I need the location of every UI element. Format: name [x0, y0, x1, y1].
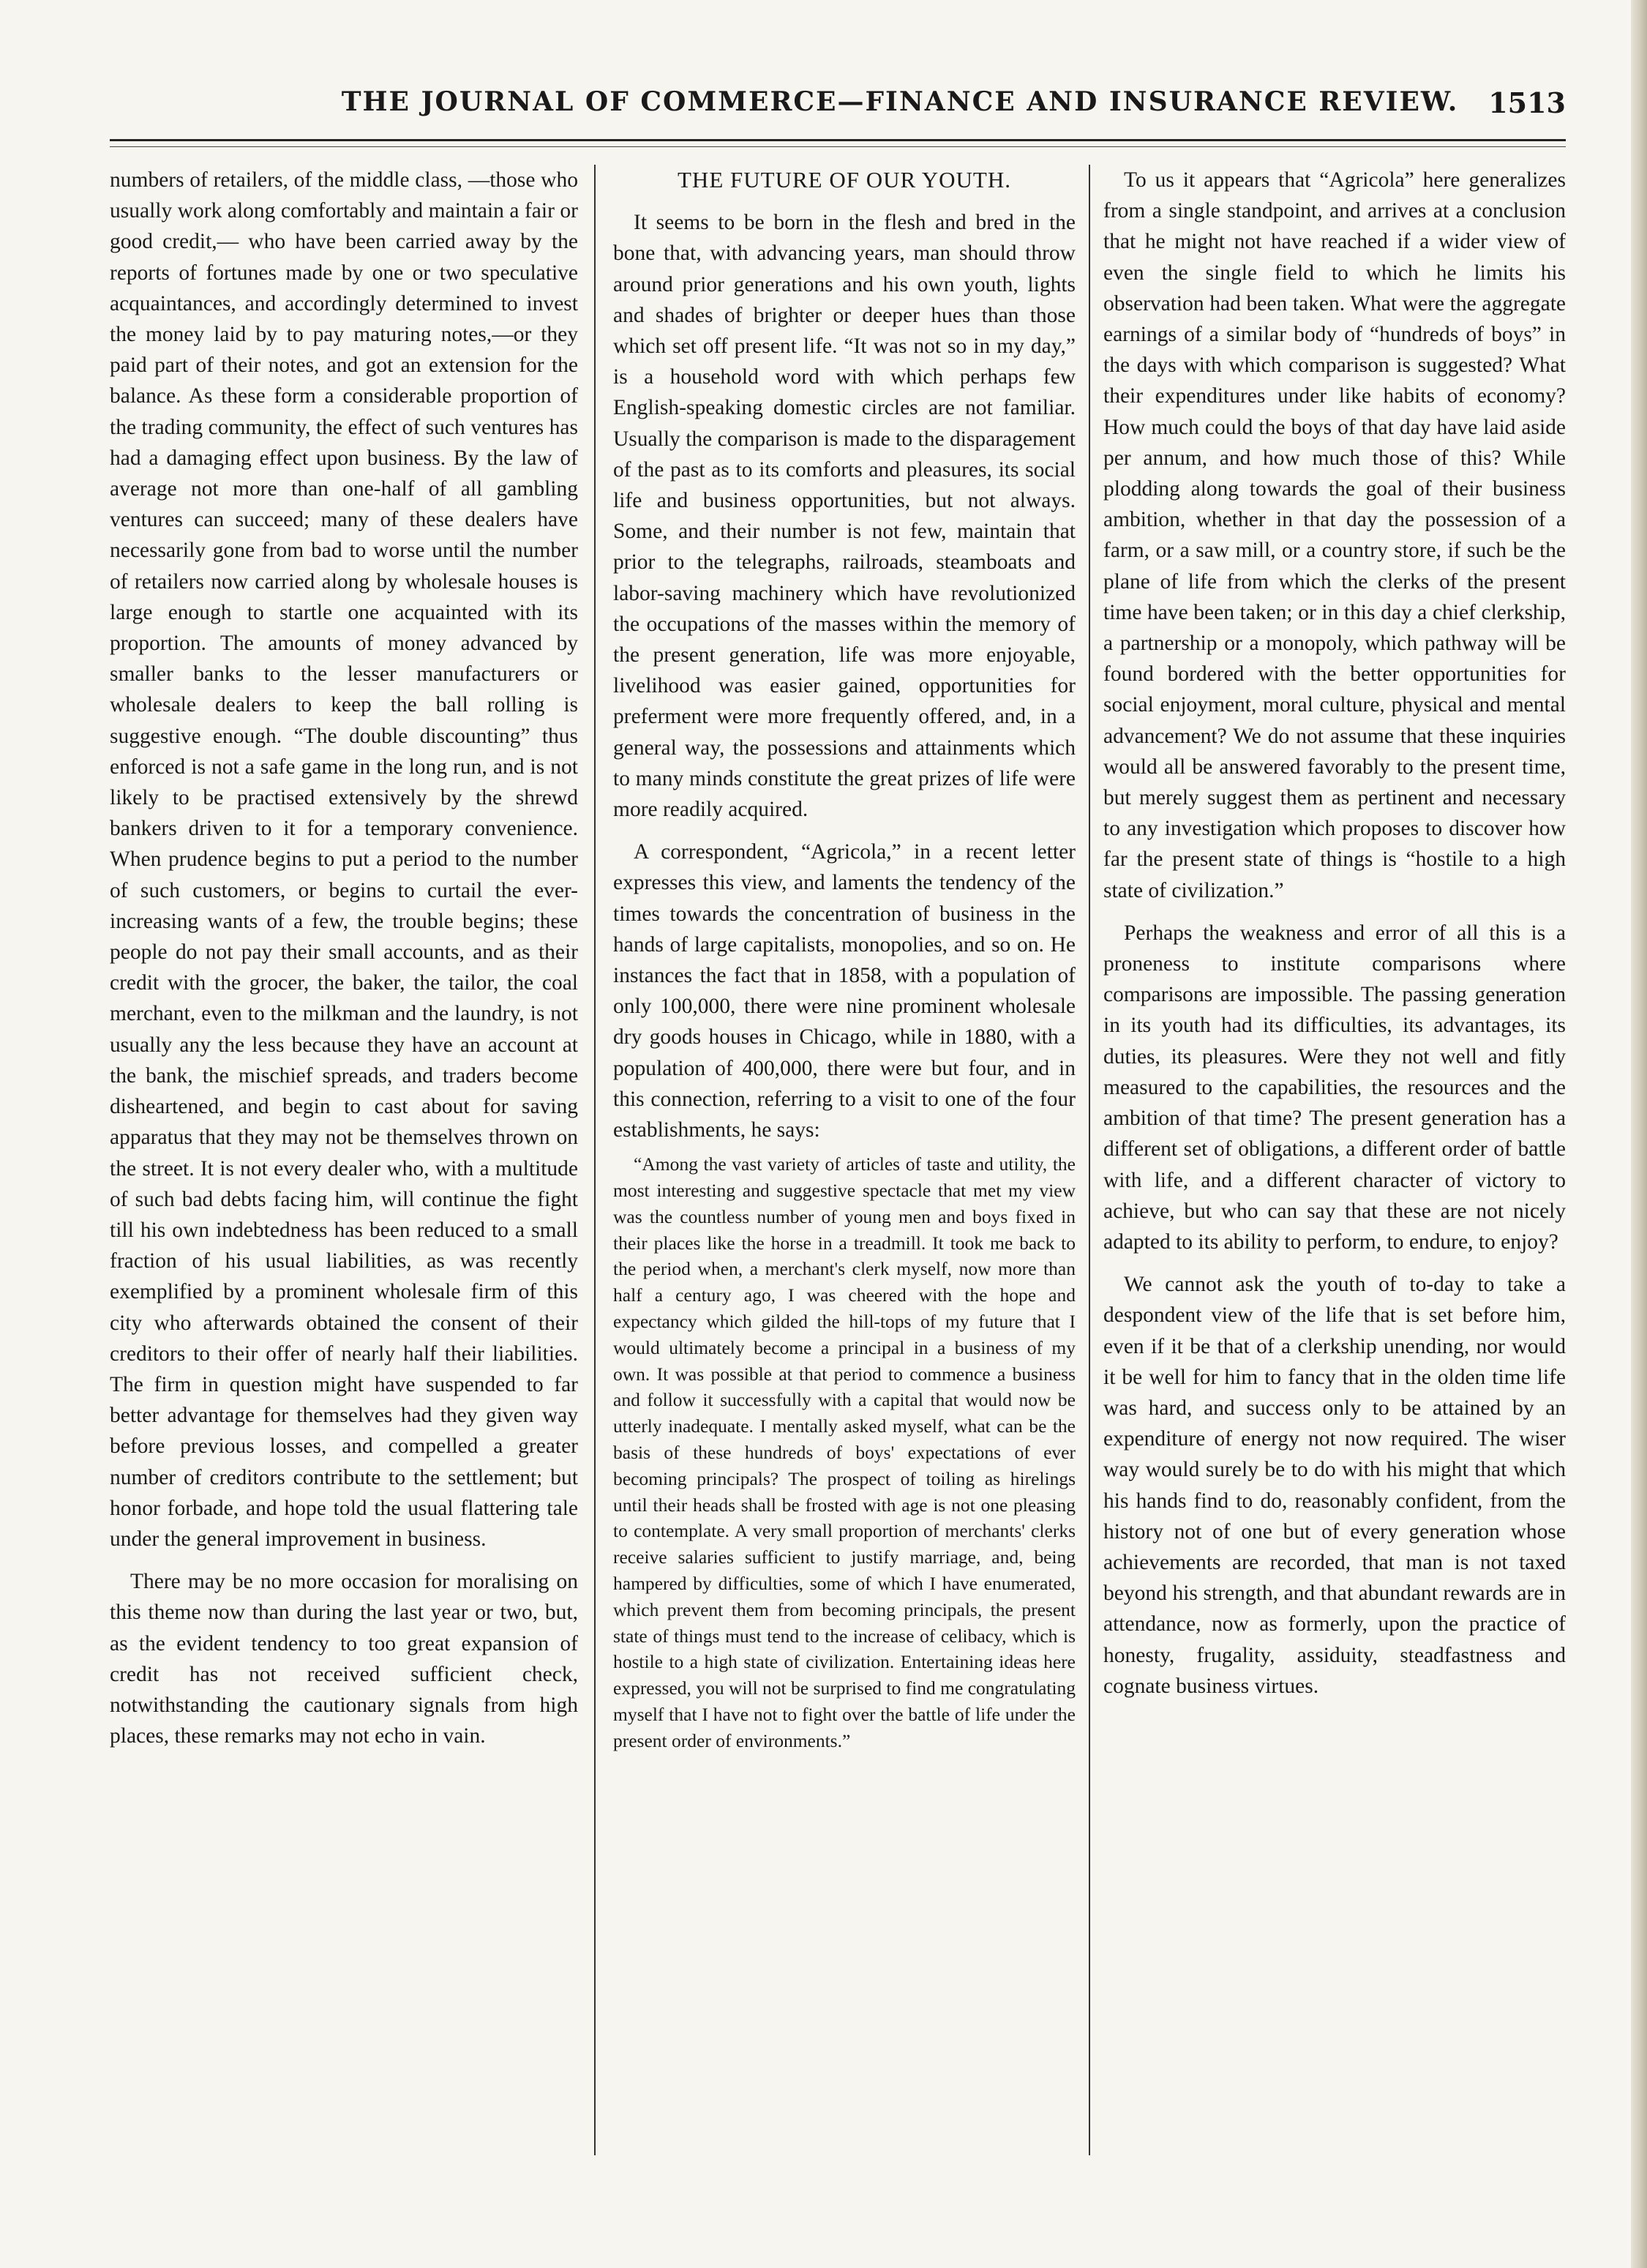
column-2-paragraph: A correspondent, “Agricola,” in a recent letter expresses this view, and laments the tendency of the times towards the concentration of business in the hands of large capitalists, monopolies, and so on. He instances the fact that in 1858, with a population of only 100,000, there were nine prominent wholesale dry goods houses in Chicago, while in 1880, with a population of 400,000, there were but four, and in this connection, referring to a visit to one of the four establishments, he says:	[613, 840, 1076, 1142]
column-2-paragraph: It seems to be born in the flesh and bred in the bone that, with advancing years, man should throw around prior generations and his own youth, lights and shades of brighter or deeper hues than those which set off present life. “It was not so in my day,” is a household word with which perhaps few English-speaking domestic circles are not familiar. Usually the comparison is made to the disparagement of the past as to its comforts and pleasures, its social life and business opportunities, but not always. Some, and their number is not few, maintain that prior to the telegraphs, railroads, steamboats and labor-saving machinery which have revolutionized the occupations of the masses within the memory of the present generation, life was more enjoyable, livelihood was easier gained, opportunities for preferment were more frequently offered, and, in a general way, the possessions and attainments which to many minds constitute the great prizes of life were more readily acquired.	[613, 211, 1076, 822]
column-3-paragraph: Perhaps the weakness and error of all this is a proneness to institute comparisons where comparisons are impossible. The passing generation in its youth had its difficulties, its advantages, its duties, its pleasures. Were they not well and fitly measured to the capabilities, the resources and the ambition of that time? The present generation has a different set of obligations, a different order of battle with life, and a different character of victory to achieve, but who can say that these are not nicely adapted to its ability to perform, to endure, to enjoy?	[1103, 921, 1566, 1254]
column-2	[613, 165, 1076, 2177]
header-rule-thin	[110, 146, 1566, 147]
column-divider	[1089, 165, 1090, 2155]
column-3-paragraph: We cannot ask the youth of to-day to take a despondent view of the life that is set before him, even if it be that of a clerkship unending, nor would it be well for him to fancy that in the olden time life was hard, and success only to be attained by an expenditure of energy not now required. The wiser way would surely be to do with his might that which his hands find to do, reasonably confident, from the history not of one but of every generation whose achievements are recorded, that man is not taxed beyond his strength, and that abundant rewards are in attendance, now as formerly, upon the practice of honesty, frugality, assiduity, steadfastness and cognate business virtues.	[1103, 1273, 1566, 1698]
column-divider	[594, 165, 596, 2155]
column-3-paragraph: To us it appears that “Agricola” here generalizes from a single standpoint, and arrives at a conclusion that he might not have reached if a wider view of even the single field to which he limits his observation had been taken. What were the aggregate earnings of a similar body of “hundreds of boys” in the days with which comparison is suggested? What their expenditures under like habits of economy? How much could the boys of that day have laid aside per annum, and how much those of this? While plodding along towards the goal of their business ambition, whether in that day the possession of a farm, or a saw mill, or a country store, if such be the plane of life from which the clerks of the present time have been taken; or in this day a chief clerkship, a partnership or a monopoly, which pathway will be found bordered with the better opportunities for social enjoyment, moral culture, physical and mental advancement? We do not assume that these inquiries would all be answered favorably to the present time, but merely suggest them as pertinent and necessary to any investigation which proposes to discover how far the present state of things is “hostile to a high state of civilization.”	[1103, 168, 1566, 902]
page-edge	[1631, 0, 1647, 2268]
column-1-paragraph: There may be no more occasion for moralising on this theme now than during the last year or two, but, as the evident tendency to too great expansion of credit has not received sufficient check, notwithstanding the cautionary signals from high places, these remarks may not echo in vain.	[110, 1570, 578, 1748]
page-number: 1513	[1488, 86, 1566, 119]
column-1-paragraph: numbers of retailers, of the middle class, —those who usually work along comfortably and maintain a fair or good credit,— who have been carried away by the reports of fortunes made by one or two speculative acquaintances, and accordingly determined to invest the money laid by to pay maturing notes,—or they paid part of their notes, and got an extension for the balance. As these form a considerable proportion of the trading community, the effect of such ventures has had a damaging effect upon business. By the law of average not more than one-half of all gambling ventures can succeed; many of these dealers have necessarily gone from bad to worse until the number of retailers now carried along by wholesale houses is large enough to startle one acquainted with its proportion. The amounts of money advanced by smaller banks to the lesser manufacturers or wholesale dealers to keep the ball rolling is suggestive enough. “The double discounting” thus enforced is not a safe game in the long run, and is not likely to be practised extensively by the shrewd bankers driven to it for a temporary convenience. When prudence begins to put a period to the number of such customers, or begins to curtail the ever-increasing wants of a few, the trouble begins; these people do not pay their small accounts, and as their credit with the grocer, the baker, the tailor, the coal merchant, even to the milkman and the laundry, is not usually any the less because they have an account at the bank, the mischief spreads, and traders become disheartened, and begin to cast about for saving apparatus that they may not be themselves thrown on the street. It is not every dealer who, with a multitude of such bad debts facing him, will continue the fight till his own indebtedness has been reduced to a small fraction of his usual liabilities, as was recently exemplified by a prominent wholesale firm of this city who afterwards obtained the consent of their creditors to their offer of nearly half their liabilities. The firm in question might have suspended to far better advantage for themselves had they given way before previous losses, and compelled a greater number of creditors contribute to the settlement; but honor forbade, and hope told the usual flattering tale under the general improvement in business.	[110, 168, 578, 1551]
running-title: THE JOURNAL OF COMMERCE—FINANCE AND INSURANCE REVIEW.	[341, 86, 1459, 117]
article-title: THE FUTURE OF OUR YOUTH.	[678, 167, 1011, 192]
page-header	[110, 86, 1566, 130]
column-1	[110, 165, 578, 2177]
block-quote: “Among the vast variety of articles of taste and utility, the most interesting and suggestive spectacle that met my view was the countless number of young men and boys fixed in their places like the horse in a treadmill. It took me back to the period when, a merchant's clerk myself, now more than half a century ago, I was cheered with the hope and expectancy which gilded the hill-tops of my future that I would ultimately become a principal in a business of my own. It was possible at that period to commence a business and follow it successfully with a capital that would now be utterly inadequate. I mentally asked myself, what can be the basis of these hundreds of boys' expectations of ever becoming principals? The prospect of toiling as hirelings until their heads shall be frosted with age is not one pleasing to contemplate. A very small proportion of merchants' clerks receive salaries sufficient to justify marriage, and, being hampered by difficulties, some of which I have enumerated, which prevent them from becoming principals, the present state of things must tend to the increase of celibacy, which is hostile to a high state of civilization. Entertaining ideas here expressed, you will not be surprised to find me congratulating myself that I have not to fight over the battle of life under the present order of environments.”	[613, 1153, 1076, 1751]
column-3	[1103, 165, 1566, 2177]
header-rule	[110, 139, 1566, 141]
